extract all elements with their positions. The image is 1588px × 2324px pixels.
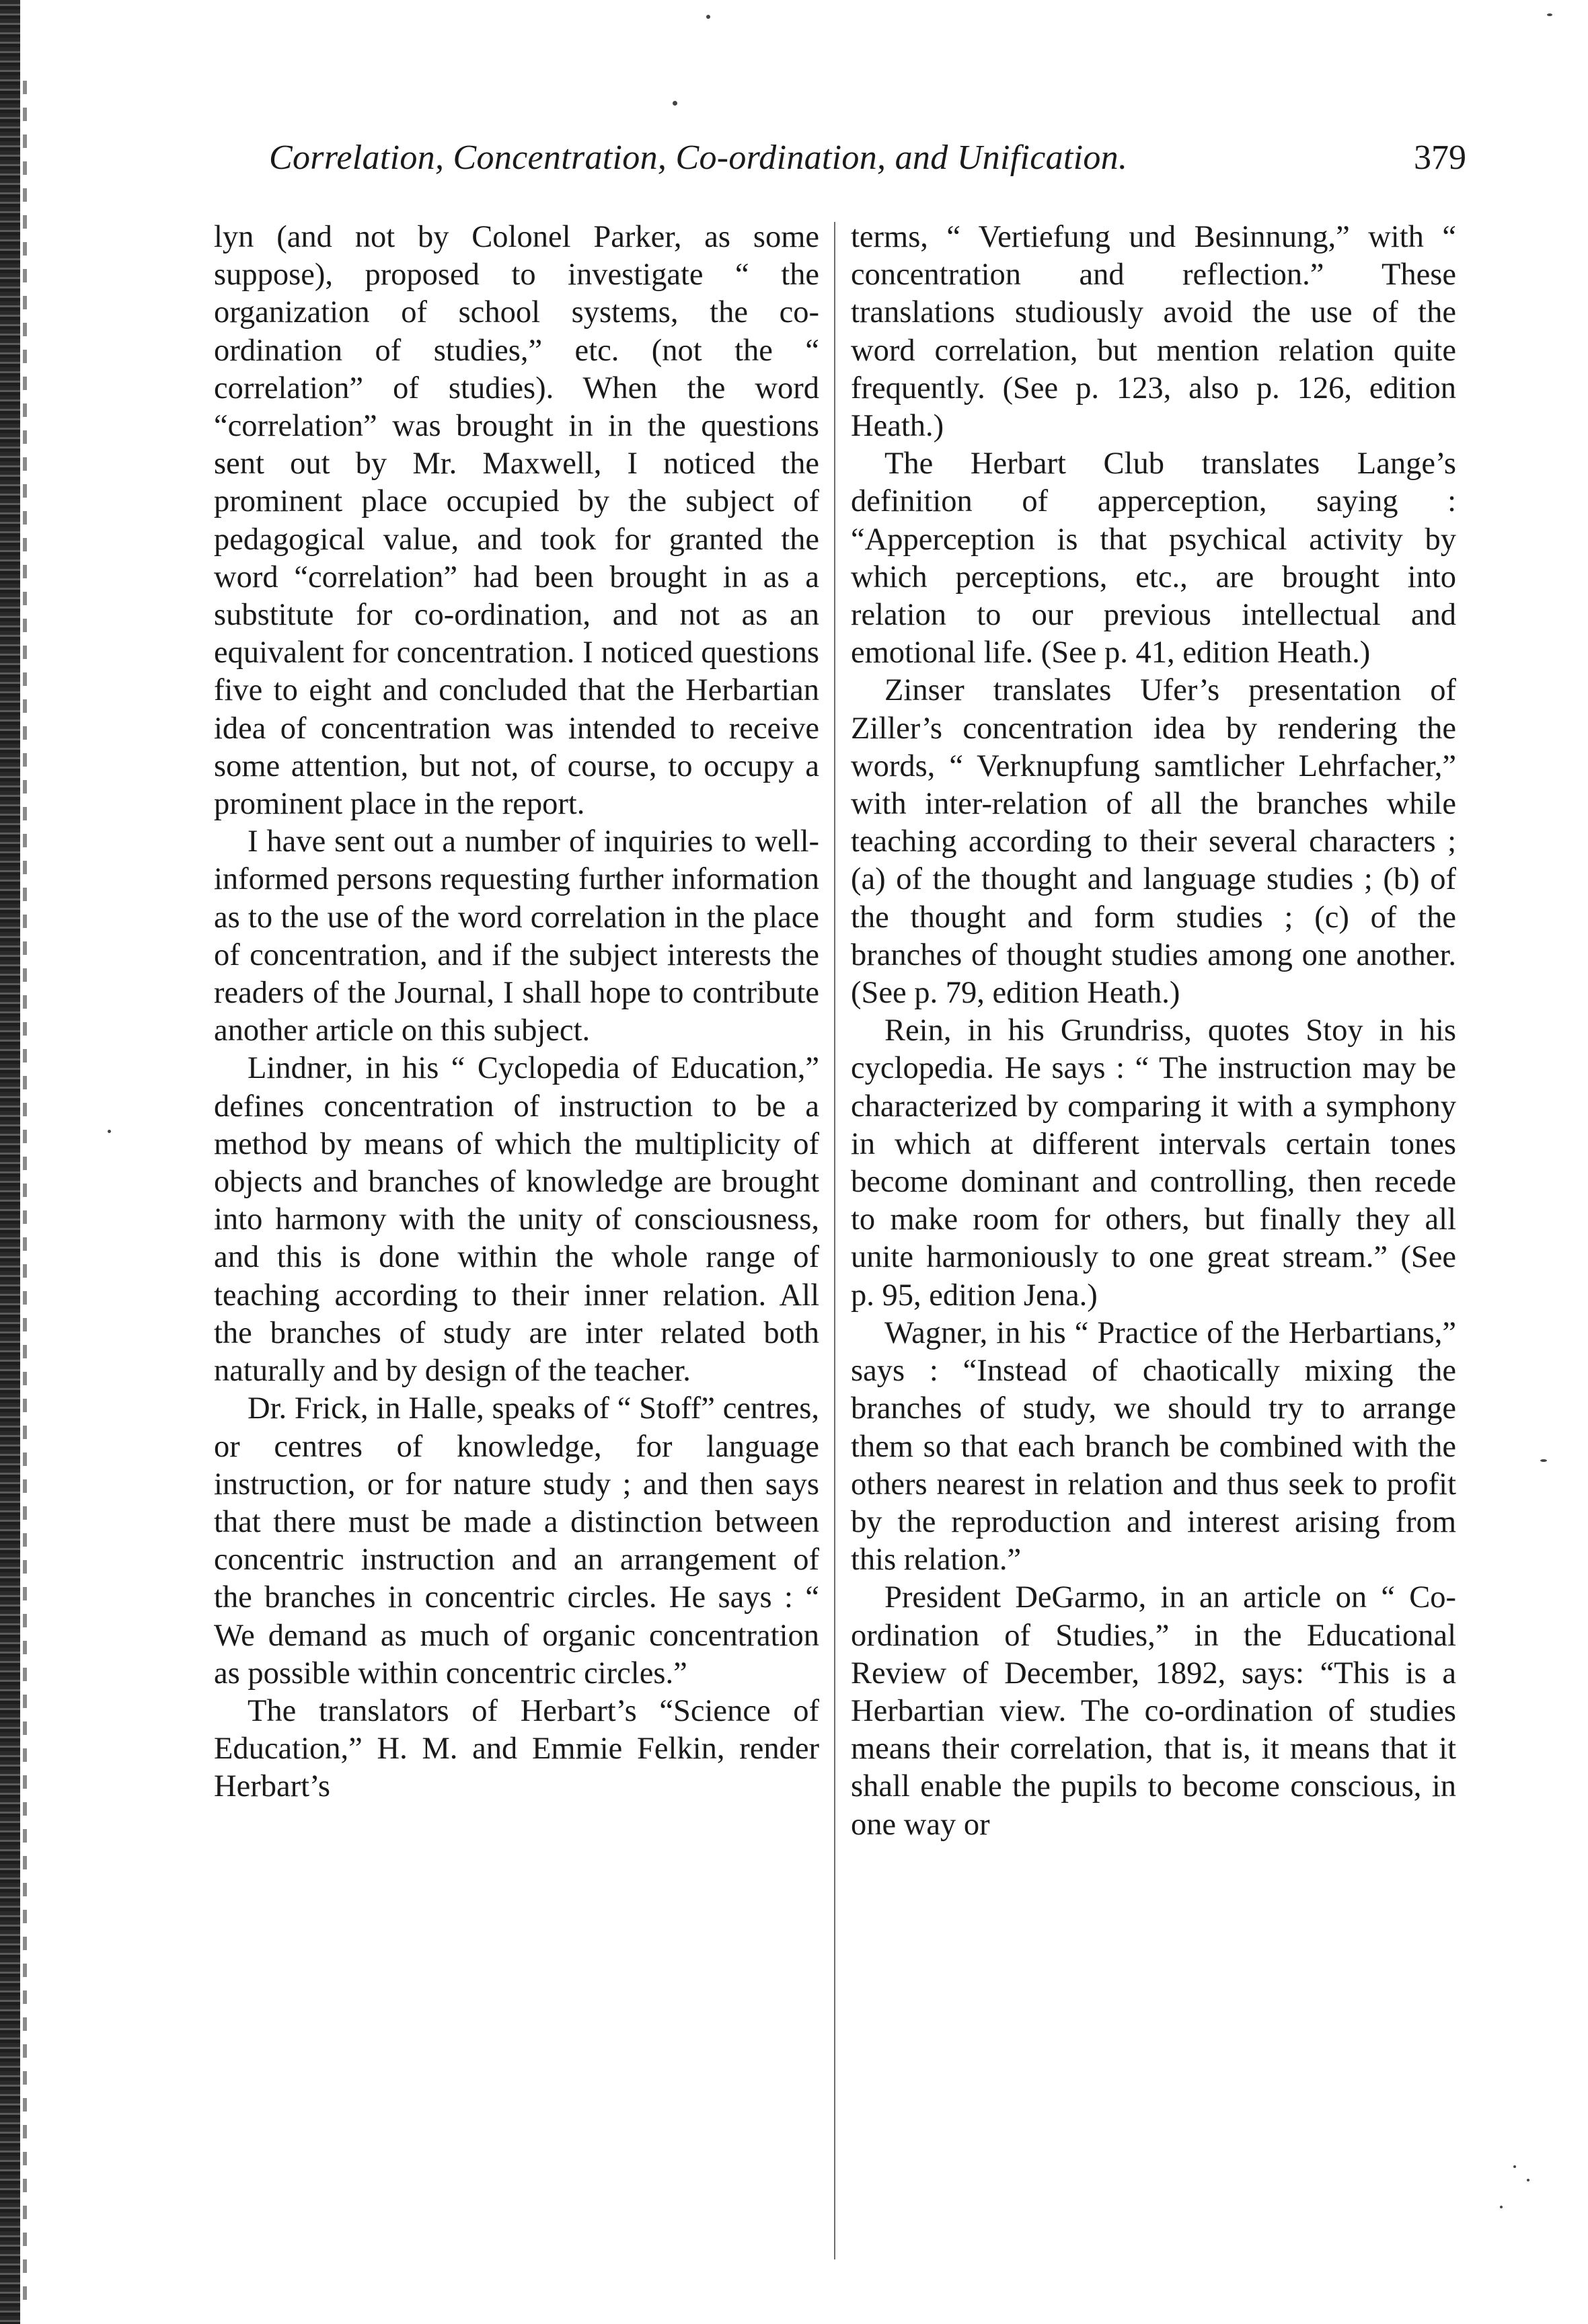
scan-speck	[1513, 2165, 1516, 2168]
scan-speck	[1547, 13, 1552, 16]
right-column	[851, 219, 1456, 1844]
left-paragraph-3: Lindner, in his “ Cyclopedia of Education,” defines concentration of instruction to be a method by means of which the multiplicity of objects and branches of knowledge are brought into harmony with the unity of consciousness, and this is done within the whole range of teaching according to their inner relation. All the branches of study are inter related both naturally and by design of the teacher.	[214, 1051, 819, 1389]
left-paragraph-1: lyn (and not by Colonel Parker, as some suppose), proposed to investigate “ the organization of school systems, the co-ordination of studies,” etc. (not the “ correlation” of studies). When the word “correlation” was brought in in the questions sent out by Mr. Maxwell, I noticed the prominent place occupied by the subject of pedagogical value, and took for granted the word “correlation” had been brought in as a substitute for co-ordination, and not as an equivalent for concentration. I noticed questions five to eight and concluded that the Herbartian idea of concentration was intended to receive some attention, but not, of course, to occupy a prominent place in the report.	[214, 220, 819, 822]
right-paragraph-1: terms, “ Vertiefung und Besinnung,” with “ concentration and reflection.” These translations studiously avoid the use of the word correlation, but mention relation quite frequently. (See p. 123, also p. 126, edition Heath.)	[851, 220, 1456, 444]
left-paragraph-2: I have sent out a number of inquiries to well-informed persons requesting further information as to the use of the word correlation in the place of concentration, and if the subject interests the readers of the Journal, I shall hope to contribute another article on this subject.	[214, 824, 819, 1048]
scan-speck	[1540, 1459, 1547, 1462]
scan-binding-edge	[0, 0, 20, 2324]
scan-binding-shadow	[23, 81, 27, 2300]
left-paragraph-5: The translators of Herbart’s “Science of Education,” H. M. and Emmie Felkin, render Herbart’s	[214, 1693, 819, 1804]
right-paragraph-5: Wagner, in his “ Practice of the Herbartians,” says : “Instead of chaotically mixing the branches of study, we should try to arrange them so that each branch be combined with the others nearest in relation and thus seek to profit by the reproduction and interest arising from this relation.”	[851, 1315, 1456, 1578]
running-title: Correlation, Concentration, Co-ordination, and Unification.	[269, 139, 1128, 177]
scan-speck	[108, 1130, 111, 1133]
right-paragraph-4: Rein, in his Grundriss, quotes Stoy in his cyclopedia. He says : “ The instruction may be characterized by comparing it with a symphony in which at different intervals certain tones become dominant and controlling, then recede to make room for others, but finally they all unite harmoniously to one great stream.” (See p. 95, edition Jena.)	[851, 1013, 1456, 1313]
left-paragraph-4: Dr. Frick, in Halle, speaks of “ Stoff” centres, or centres of knowledge, for language instruction, or for nature study ; and then says that there must be made a distinction between concentric instruction and an arrangement of the branches in concentric circles. He says : “ We demand as much of organic concentration as possible within concentric circles.”	[214, 1391, 819, 1691]
left-column	[214, 219, 819, 1806]
scan-speck	[1500, 2206, 1503, 2208]
scan-speck	[1527, 2179, 1529, 2181]
right-paragraph-2: The Herbart Club translates Lange’s definition of apperception, saying : “Apperception is that psychical activity by which perceptions, etc., are brought into relation to our previous intellectual and emotional life. (See p. 41, edition Heath.)	[851, 447, 1456, 670]
right-paragraph-6: President DeGarmo, in an article on “ Co-ordination of Studies,” in the Educational Review of December, 1892, says: “This is a Herbartian view. The co-ordination of studies means their correlation, that is, it means that it shall enable the pupils to become conscious, in one way or	[851, 1580, 1456, 1842]
page-header	[269, 134, 1466, 195]
scan-speck	[673, 101, 677, 106]
column-divider	[834, 222, 835, 2259]
right-paragraph-3: Zinser translates Ufer’s presentation of Ziller’s concentration idea by rendering the words, “ Verknupfung samtlicher Lehrfacher,” with inter-relation of all the branches while teaching according to their several characters ; (a) of the thought and language studies ; (b) of the thought and form studies ; (c) of the branches of thought studies among one another. (See p. 79, edition Heath.)	[851, 673, 1456, 1011]
page-number: 379	[1414, 139, 1466, 177]
scan-speck	[706, 15, 710, 19]
